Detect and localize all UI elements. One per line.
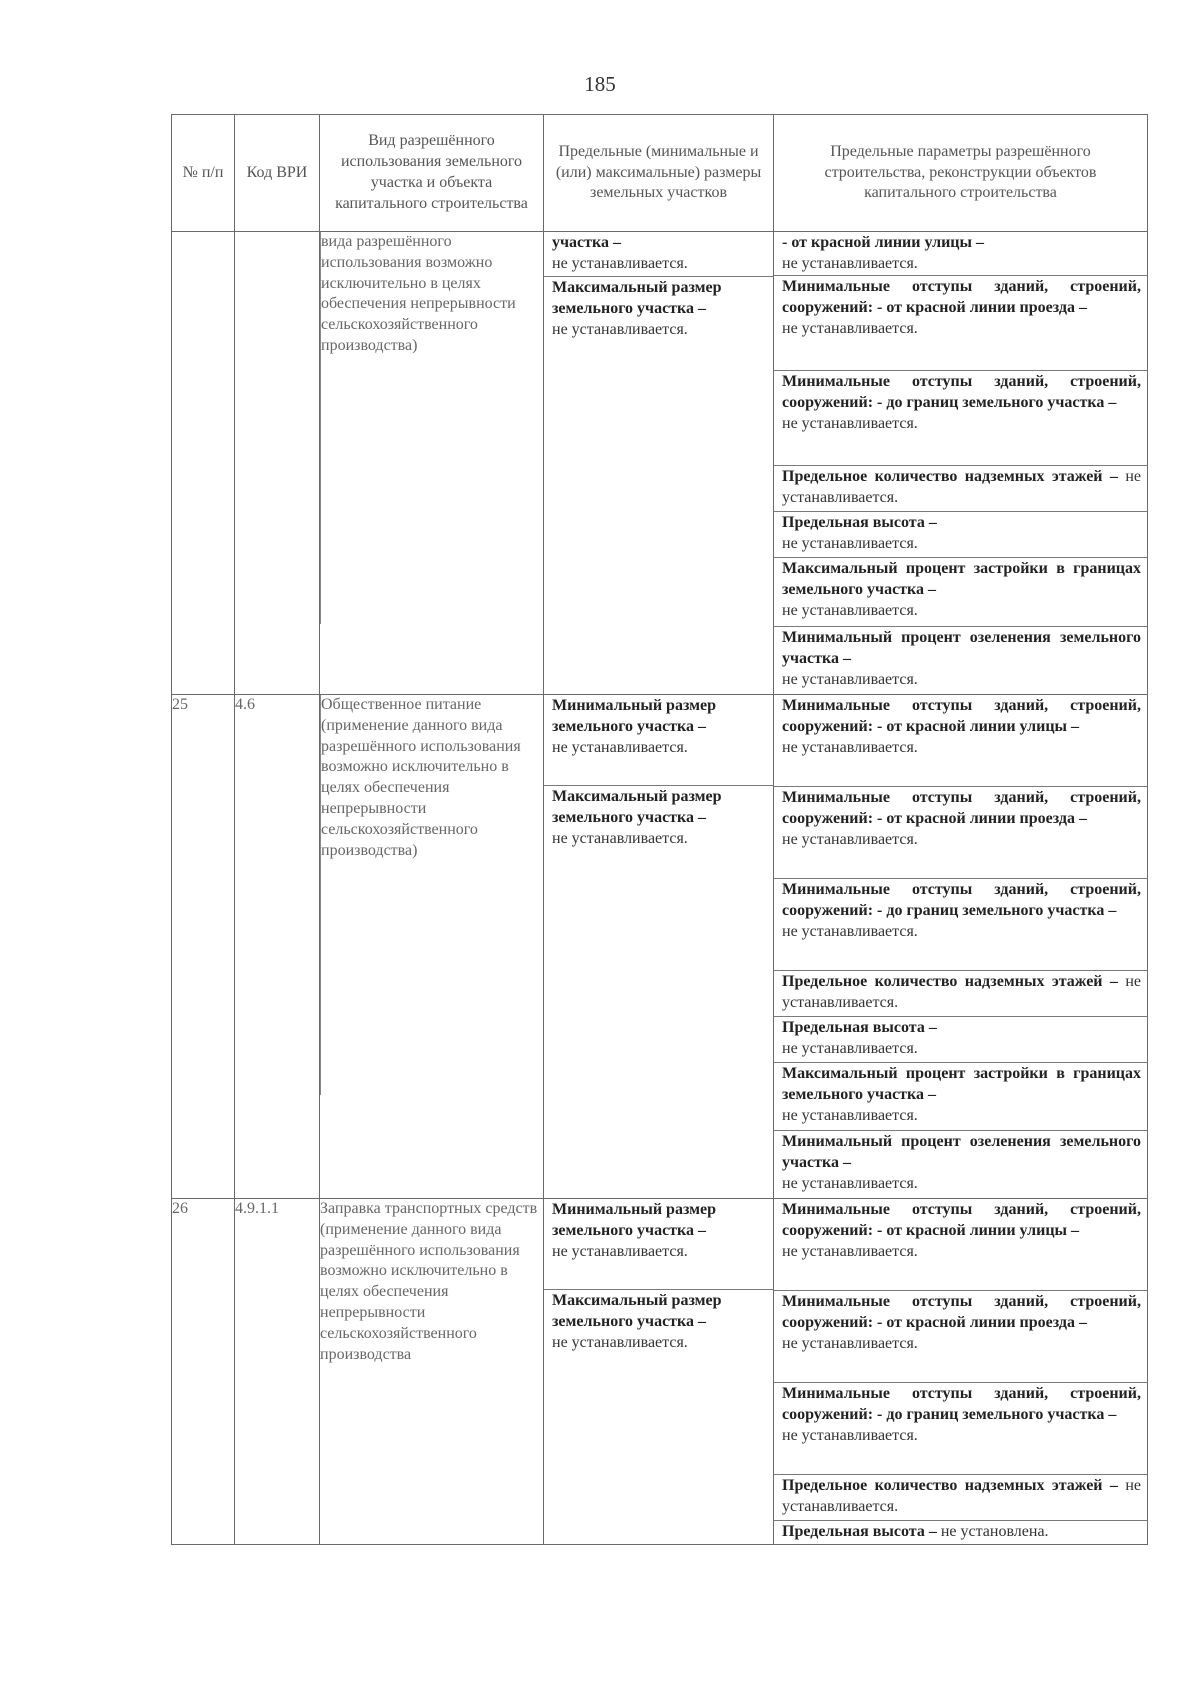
size-value: не устанавливается.: [552, 320, 688, 338]
param-value: не устанавливается.: [782, 973, 1141, 1011]
size-title: Минимальный размер земельного участка –: [552, 1201, 717, 1239]
row-code: 4.9.1.1: [235, 1199, 320, 1545]
row-name: вида разрешённого использования возможно исключительно в целях обеспечения непрерывности сельскохозяйственного производства): [321, 233, 516, 354]
size-title: Максимальный размер земельного участка –: [552, 1292, 722, 1330]
size-title: Максимальный размер земельного участка –: [552, 788, 722, 826]
param-value: не устанавливается.: [782, 922, 918, 940]
row-number: 25: [172, 695, 235, 1199]
header-size: Предельные (минимальные и (или) максимальные) размеры земельных участков: [544, 115, 774, 232]
header-params: Предельные параметры разрешённого строительства, реконструкции объектов капитального строительства: [774, 115, 1148, 232]
param-title: Предельное количество надземных этажей –: [782, 973, 1118, 990]
size-value: не устанавливается.: [552, 738, 688, 756]
param-value: не устанавливается.: [782, 534, 918, 552]
size-title: Максимальный размер земельного участка –: [552, 279, 722, 317]
row-name-cell: [320, 232, 544, 695]
row-code: [235, 232, 320, 695]
row-code: 4.6: [235, 695, 320, 1199]
row-name: Заправка транспортных средств (применение данного вида разрешённого использования возможно исключительно в целях обеспечения непрерывности сельскохозяйственного производства: [320, 1200, 538, 1363]
param-title: Минимальный процент озеленения земельного участка –: [782, 1133, 1141, 1171]
row-number: 26: [172, 1199, 235, 1545]
row-params: [774, 695, 1148, 1199]
size-value: не устанавливается.: [552, 1333, 688, 1351]
param-title: Минимальные отступы зданий, строений, сооружений: - от красной линии проезда –: [782, 278, 1141, 316]
row-params: [774, 1199, 1148, 1545]
size-title: Минимальный размер земельного участка –: [552, 697, 717, 735]
param-value: не устанавливается.: [782, 254, 918, 272]
header-name: Вид разрешённого использования земельного участка и объекта капитального строительства: [320, 115, 544, 232]
param-title: Предельная высота –: [782, 1523, 937, 1540]
header-no: № п/п: [172, 115, 235, 232]
param-title: Минимальный процент озеленения земельного участка –: [782, 629, 1141, 667]
table-row: [172, 232, 1148, 695]
param-title: Минимальные отступы зданий, строений, сооружений: - до границ земельного участка –: [782, 373, 1141, 411]
param-title: Предельная высота –: [782, 514, 937, 531]
row-name-cell: [320, 1199, 544, 1545]
row-name-cell: [320, 695, 544, 1199]
size-value: не устанавливается.: [552, 254, 688, 272]
row-params: [774, 232, 1148, 695]
row-name: Общественное питание (применение данного вида разрешённого использования возможно исключительно в целях обеспечения непрерывности сельскохозяйственного производства): [321, 696, 521, 859]
param-value: не устанавливается.: [782, 601, 918, 619]
size-title: участка –: [552, 234, 621, 251]
param-title: Предельное количество надземных этажей –: [782, 1477, 1118, 1494]
param-title: Минимальные отступы зданий, строений, сооружений: - от красной линии проезда –: [782, 1293, 1141, 1331]
param-value: не устанавливается.: [782, 670, 918, 688]
param-value: не устанавливается.: [782, 1106, 918, 1124]
param-value: не устанавливается.: [782, 1426, 918, 1444]
header-code: Код ВРИ: [235, 115, 320, 232]
param-value: не устанавливается.: [782, 830, 918, 848]
param-title: Минимальные отступы зданий, строений, сооружений: - от красной линии проезда –: [782, 789, 1141, 827]
param-value: не устанавливается.: [782, 738, 918, 756]
param-value: не установлена.: [940, 1523, 1049, 1540]
param-value: не устанавливается.: [782, 1174, 918, 1192]
param-title: Минимальные отступы зданий, строений, сооружений: - от красной линии улицы –: [782, 697, 1141, 735]
parameters-table: [171, 114, 1148, 1545]
table-row: [172, 1199, 1148, 1545]
param-title: Максимальный процент застройки в границах земельного участка –: [782, 560, 1141, 598]
page-number: 185: [584, 72, 616, 96]
param-value: не устанавливается.: [782, 1477, 1141, 1515]
param-title: - от красной линии улицы –: [782, 234, 984, 251]
param-value: не устанавливается.: [782, 468, 1141, 506]
param-title: Предельное количество надземных этажей –: [782, 468, 1118, 485]
table-header-row: [172, 115, 1148, 232]
param-value: не устанавливается.: [782, 319, 918, 337]
param-value: не устанавливается.: [782, 414, 918, 432]
param-value: не устанавливается.: [782, 1334, 918, 1352]
size-value: не устанавливается.: [552, 1242, 688, 1260]
row-sizes: [544, 695, 774, 1199]
param-value: не устанавливается.: [782, 1039, 918, 1057]
row-number: [172, 232, 235, 695]
param-title: Предельная высота –: [782, 1019, 937, 1036]
param-title: Минимальные отступы зданий, строений, сооружений: - от красной линии улицы –: [782, 1201, 1141, 1239]
param-title: Минимальные отступы зданий, строений, сооружений: - до границ земельного участка –: [782, 881, 1141, 919]
row-sizes: [544, 232, 774, 695]
table-row: [172, 695, 1148, 1199]
param-value: не устанавливается.: [782, 1242, 918, 1260]
param-title: Максимальный процент застройки в границах земельного участка –: [782, 1065, 1141, 1103]
param-title: Минимальные отступы зданий, строений, сооружений: - до границ земельного участка –: [782, 1385, 1141, 1423]
row-sizes: [544, 1199, 774, 1545]
size-value: не устанавливается.: [552, 829, 688, 847]
